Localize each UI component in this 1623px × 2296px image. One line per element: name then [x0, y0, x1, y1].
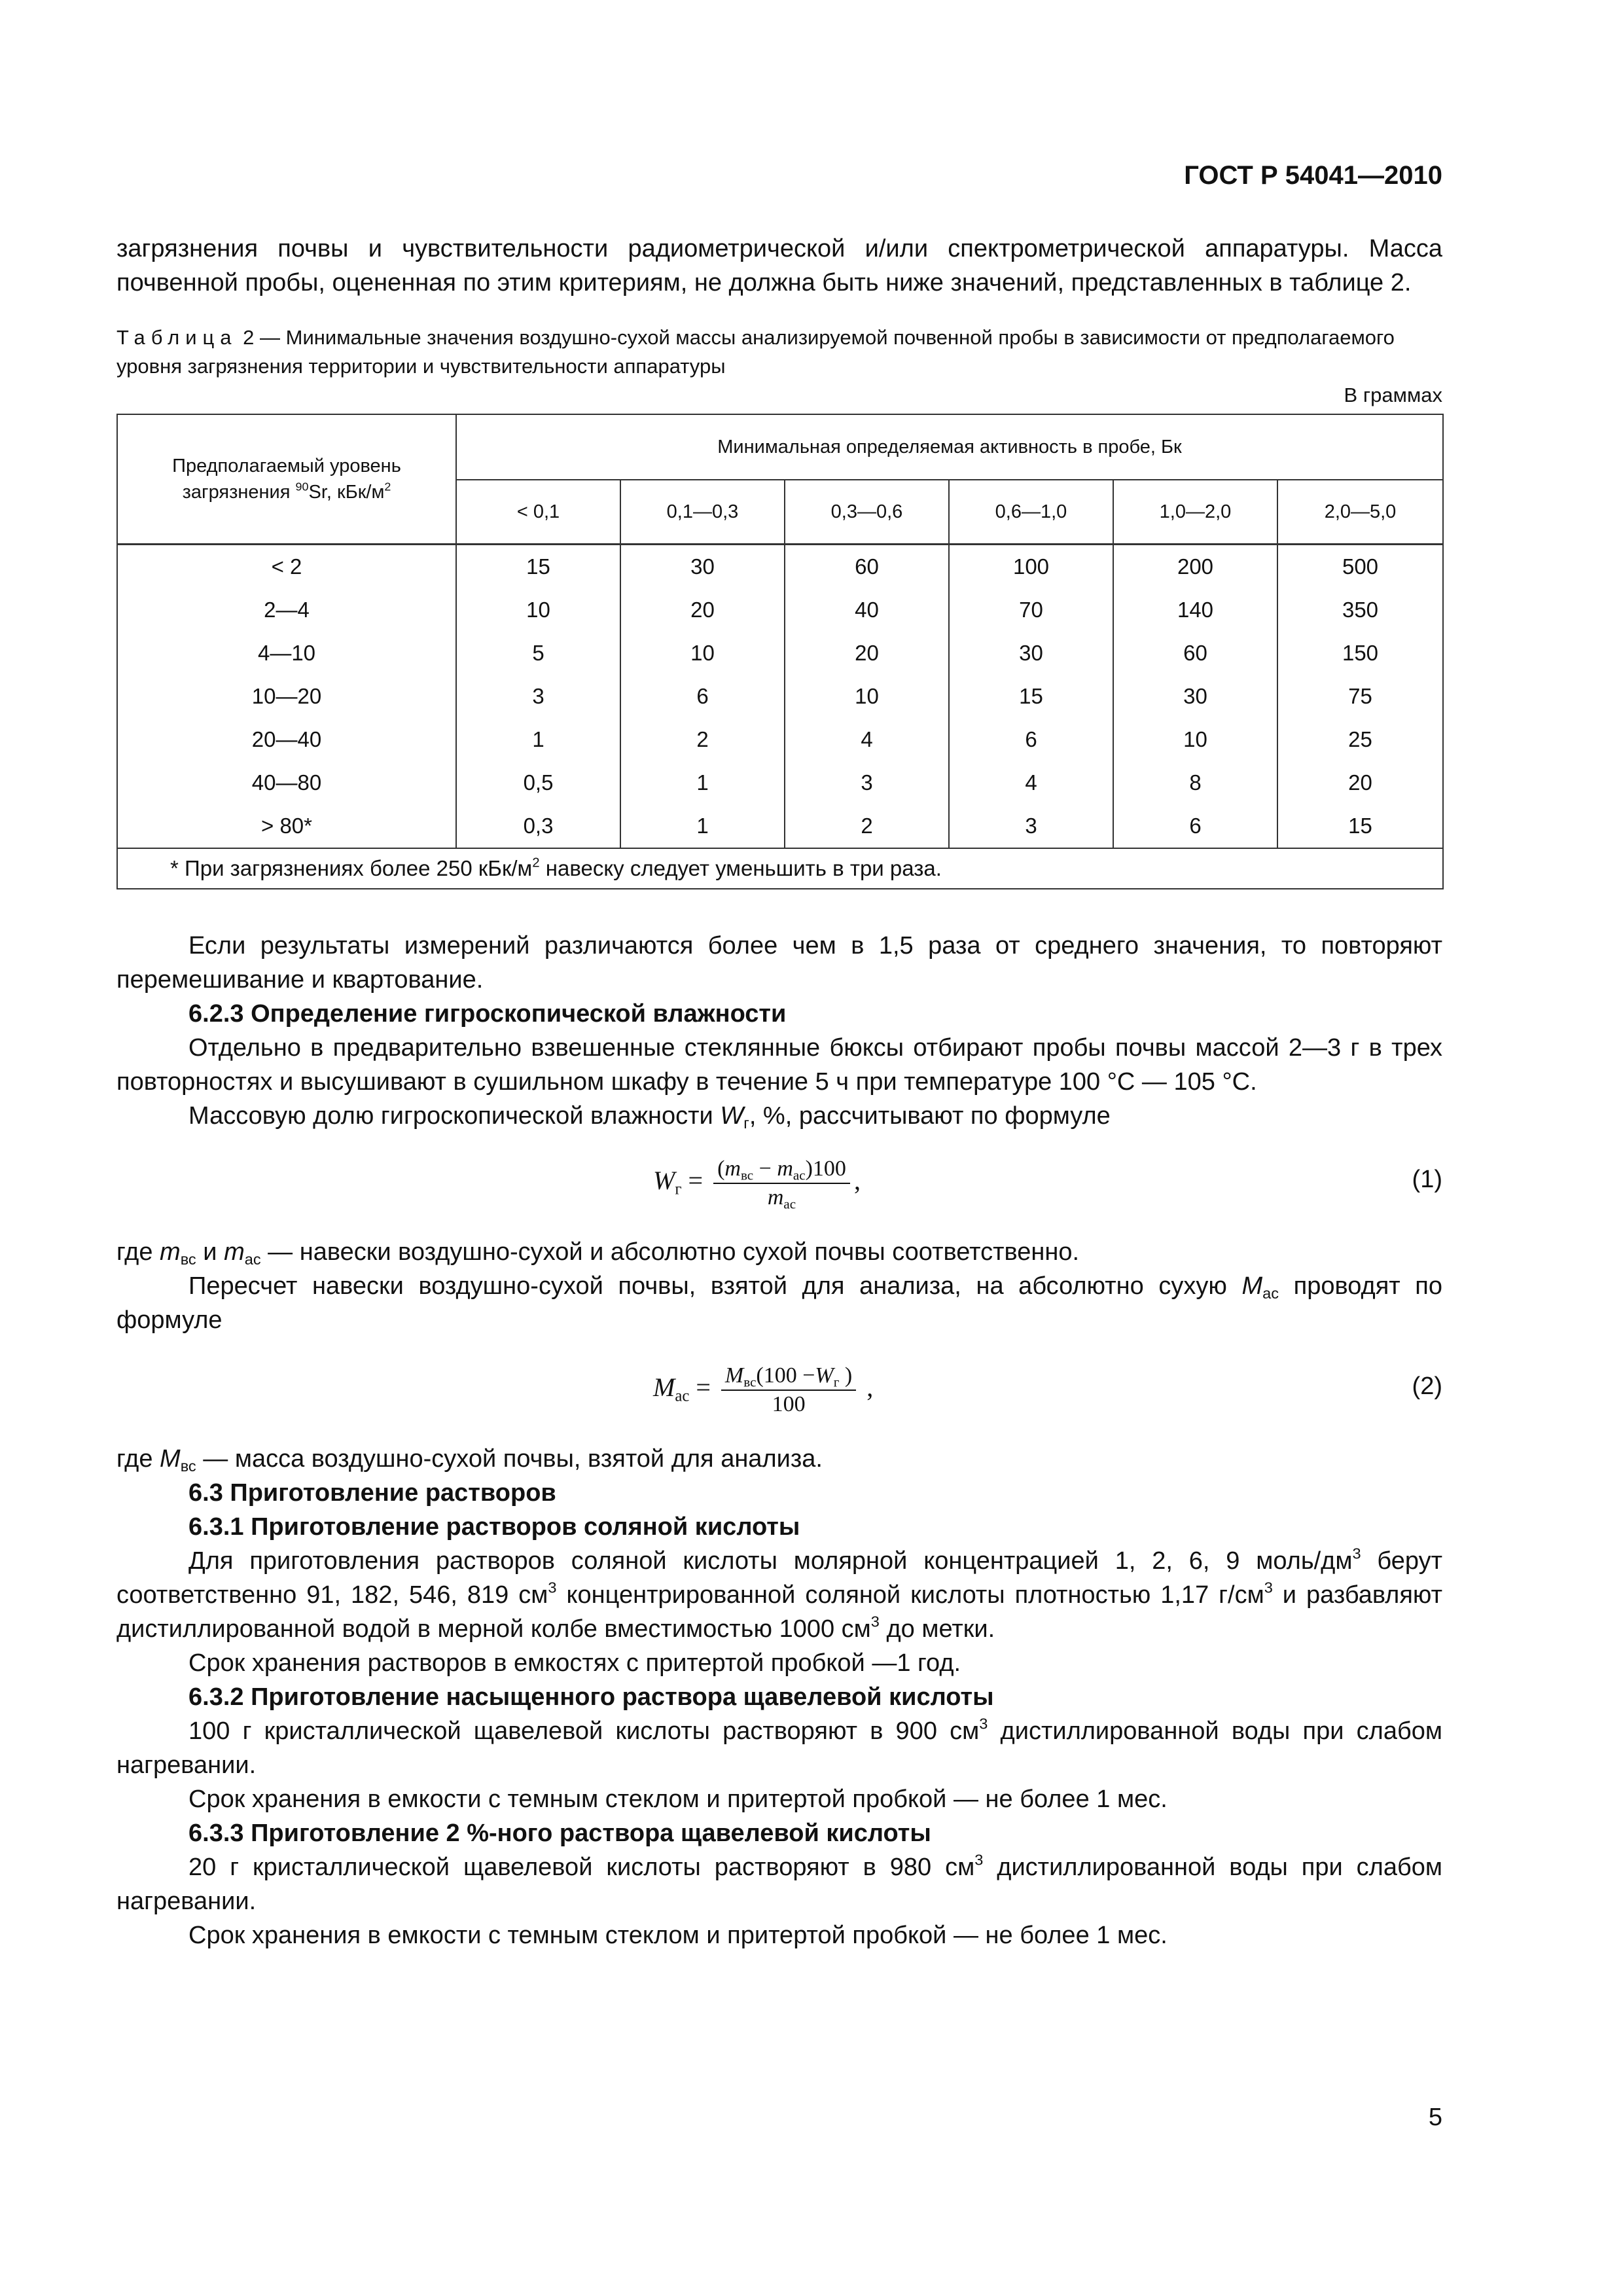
text-span: до метки. [879, 1615, 995, 1643]
table-cell: 60 [785, 544, 949, 588]
table-cell: 5 [456, 632, 620, 675]
text-span: дистиллированной воды при слабом нагревании. [116, 1853, 1442, 1915]
table-row [117, 761, 1443, 804]
table-cell: 1 [620, 761, 785, 804]
table-cell: 75 [1277, 675, 1443, 718]
table-cell: 15 [456, 544, 620, 588]
formula-2-eq: = [689, 1372, 717, 1402]
sub-vs: вс [180, 1457, 196, 1475]
sup-3: 3 [1352, 1545, 1361, 1562]
table-cell: 6 [1113, 804, 1277, 848]
formula-1-comma: , [853, 1165, 861, 1195]
var-w: W [720, 1102, 744, 1130]
formula-1-denominator [713, 1184, 850, 1210]
table-cell: 3 [949, 804, 1113, 848]
table-row [117, 632, 1443, 675]
formula-2-lhs-sub: ас [675, 1387, 690, 1405]
formula-2-denominator: 100 [772, 1391, 806, 1416]
var-m: m [767, 1185, 784, 1210]
column-header: 1,0—2,0 [1113, 480, 1277, 544]
row-header-line1: Предполагаемый уровень [172, 455, 401, 476]
formula-1-body [653, 1157, 861, 1210]
text-span: — масса воздушно-сухой почвы, взятой для анализа. [196, 1444, 823, 1473]
table-cell: 500 [1277, 544, 1443, 588]
formula-2-numerator [721, 1363, 856, 1391]
footnote-text: * При загрязнениях более 250 кБк/м [170, 855, 533, 880]
table-cell: 10 [456, 588, 620, 632]
table-cell: 30 [620, 544, 785, 588]
row-level: 4—10 [117, 632, 456, 675]
formula-2-body [653, 1363, 873, 1417]
row-header-cell [117, 414, 456, 544]
sup-3: 3 [548, 1579, 557, 1596]
oxalic-2pct-paragraph [116, 1850, 1442, 1918]
column-header: < 0,1 [456, 480, 620, 544]
text-span: , %, рассчитывают по формуле [749, 1102, 1111, 1130]
table-caption [116, 323, 1442, 381]
sub-as: ас [1262, 1284, 1279, 1302]
text-span: где [116, 1238, 160, 1266]
table-cell: 20 [785, 632, 949, 675]
table-cell: 1 [456, 718, 620, 761]
table-cell: 10 [620, 632, 785, 675]
row-header-unit: Sr, кБк/м [308, 481, 385, 503]
table-cell: 25 [1277, 718, 1443, 761]
formula-1-numerator [713, 1157, 850, 1184]
where-1-paragraph [116, 1235, 1442, 1269]
section-heading-6-2-3: 6.2.3 Определение гигроскопической влажности [188, 999, 787, 1028]
oxalic-2pct-storage: Срок хранения в емкости с темным стеклом и притертой пробкой — не более 1 мес. [188, 1921, 1168, 1949]
intro-paragraph: загрязнения почвы и чувствительности радиометрической и/или спектрометрической аппаратуры. Масса почвенной пробы, оцененная по этим критериям, не должна быть ниже значений, представленных в таблице 2. [116, 235, 1442, 296]
formula-2-comma: , [860, 1372, 874, 1402]
text-span: концентрированной соляной кислоты плотностью 1,17 г/см [556, 1581, 1264, 1609]
table-caption-text: 2 — Минимальные значения воздушно-сухой массы анализируемой почвенной пробы в зависимости от предполагаемого уровня загрязнения территории и чувствительности аппаратуры [116, 326, 1395, 378]
table-cell: 15 [949, 675, 1113, 718]
sub-vs: вс [743, 1373, 757, 1390]
var-m: m [724, 1156, 741, 1181]
group-header: Минимальная определяемая активность в пробе, Бк [456, 414, 1443, 480]
table-row [117, 588, 1443, 632]
column-header: 0,6—1,0 [949, 480, 1113, 544]
var-w: W [815, 1363, 834, 1388]
row-level: 2—4 [117, 588, 456, 632]
table-cell: 8 [1113, 761, 1277, 804]
sub-vs: вс [180, 1250, 196, 1268]
sub-g: г [743, 1114, 749, 1132]
section-heading-6-3-2: 6.3.2 Приготовление насыщенного раствора щавелевой кислоты [188, 1683, 994, 1711]
var-M: M [160, 1444, 181, 1473]
table-cell: 40 [785, 588, 949, 632]
row-header-isotope-mass: 90 [295, 480, 309, 493]
text-span: дистиллированной воды при слабом нагревании. [116, 1717, 1442, 1779]
table-cell: 10 [1113, 718, 1277, 761]
column-header: 0,1—0,3 [620, 480, 785, 544]
var-m: m [224, 1238, 245, 1266]
table-row [117, 718, 1443, 761]
table-cell: 4 [785, 718, 949, 761]
formula-2-lhs: M [653, 1372, 675, 1402]
sup-3: 3 [1264, 1579, 1273, 1596]
var-M: M [1241, 1272, 1263, 1300]
text-span: 100 г кристаллической щавелевой кислоты растворяют в 900 см [188, 1717, 980, 1745]
formula-1-fraction [713, 1157, 850, 1210]
text-span: где [116, 1444, 160, 1473]
formula-1-eq: = [681, 1165, 710, 1195]
sup-3: 3 [870, 1613, 880, 1630]
where-2-paragraph [116, 1442, 1442, 1476]
var-M: M [724, 1363, 744, 1388]
row-level: 40—80 [117, 761, 456, 804]
row-level: > 80* [117, 804, 456, 848]
formula-2-number: (2) [1412, 1372, 1442, 1400]
text-span: Пересчет навески воздушно-сухой почвы, взятой для анализа, на абсолютно сухую [188, 1272, 1242, 1300]
table-cell: 6 [949, 718, 1113, 761]
formula-1 [116, 1157, 1442, 1235]
sub-as: ас [783, 1195, 796, 1211]
table-row [117, 675, 1443, 718]
repeat-paragraph: Если результаты измерений различаются более чем в 1,5 раза от среднего значения, то повторяют перемешивание и квартование. [116, 931, 1442, 994]
table-cell: 70 [949, 588, 1113, 632]
table-cell: 150 [1277, 632, 1443, 675]
table-units: В граммах [1344, 384, 1442, 406]
standard-number: ГОСТ Р 54041—2010 [1184, 161, 1442, 190]
table-cell: 3 [456, 675, 620, 718]
page-number: 5 [1428, 2104, 1442, 2131]
page-content [116, 232, 1442, 1952]
section-heading-6-3-3: 6.3.3 Приготовление 2 %-ного раствора щавелевой кислоты [188, 1819, 931, 1847]
minus: − [753, 1156, 777, 1181]
table-cell: 200 [1113, 544, 1277, 588]
var-m: m [160, 1238, 181, 1266]
footnote-text-end: навеску следует уменьшить в три раза. [539, 855, 942, 880]
column-header: 2,0—5,0 [1277, 480, 1443, 544]
formula-2-fraction [721, 1363, 856, 1417]
table-cell: 350 [1277, 588, 1443, 632]
table-row [117, 544, 1443, 588]
hcl-storage-paragraph: Срок хранения растворов в емкостях с притертой пробкой —1 год. [188, 1649, 961, 1677]
footnote-unit-power: 2 [532, 855, 540, 870]
table-cell: 10 [785, 675, 949, 718]
table-cell: 2 [620, 718, 785, 761]
section-heading-6-3: 6.3 Приготовление растворов [188, 1479, 556, 1507]
table-cell: 0,5 [456, 761, 620, 804]
text-span: и [196, 1238, 224, 1266]
table-cell: 20 [620, 588, 785, 632]
text-span: и разбавляют дистиллированной водой в мерной колбе вместимостью 1000 см [116, 1581, 1442, 1643]
row-header-line2: загрязнения [182, 481, 296, 503]
formula-1-lhs: W [653, 1165, 675, 1195]
text-span: Массовую долю гигроскопической влажности [188, 1102, 721, 1130]
row-level: < 2 [117, 544, 456, 588]
text-span: берут соответственно 91, 182, 546, 819 см [116, 1547, 1443, 1609]
table-2 [116, 414, 1444, 889]
hygroscopic-paragraph: Отдельно в предварительно взвешенные стеклянные бюксы отбирают пробы почвы массой 2—3 г в трех повторностях и высушивают в сушильном шкафу в течение 5 ч при температуре 100 °С — 105 °С. [116, 1033, 1442, 1096]
table-cell: 30 [1113, 675, 1277, 718]
sub-g: г [833, 1373, 840, 1390]
table-cell: 100 [949, 544, 1113, 588]
paren: ( [717, 1156, 725, 1181]
sub-vs: вс [740, 1166, 754, 1183]
table-cell: 4 [949, 761, 1113, 804]
text-span: проводят по формуле [116, 1272, 1442, 1334]
table-cell: 0,3 [456, 804, 620, 848]
column-header: 0,3—0,6 [785, 480, 949, 544]
oxalic-saturated-paragraph [116, 1714, 1442, 1782]
text-span: (100 − [756, 1363, 815, 1388]
row-level: 20—40 [117, 718, 456, 761]
recalc-paragraph [116, 1269, 1442, 1337]
table-row [117, 804, 1443, 848]
var-m: m [777, 1156, 793, 1181]
table-footnote [117, 848, 1443, 889]
formula-1-lhs-sub: г [675, 1180, 682, 1198]
formula-1-number: (1) [1412, 1165, 1442, 1193]
sub-as: ас [244, 1250, 261, 1268]
section-heading-6-3-1: 6.3.1 Приготовление растворов соляной кислоты [188, 1513, 800, 1541]
text-span: — навески воздушно-сухой и абсолютно сухой почвы соответственно. [260, 1238, 1080, 1266]
paren-close: )100 [805, 1156, 846, 1181]
table-caption-label: Таблица [116, 326, 238, 349]
table-cell: 3 [785, 761, 949, 804]
row-header-unit-power: 2 [384, 480, 391, 493]
row-level: 10—20 [117, 675, 456, 718]
sup-3: 3 [979, 1715, 988, 1732]
text-span: Для приготовления растворов соляной кислоты молярной концентрацией 1, 2, 6, 9 моль/дм [188, 1547, 1353, 1575]
table-cell: 140 [1113, 588, 1277, 632]
hcl-paragraph [116, 1544, 1442, 1646]
paren-close: ) [839, 1363, 853, 1388]
sup-3: 3 [974, 1851, 984, 1869]
oxalic-saturated-storage: Срок хранения в емкости с темным стеклом и притертой пробкой — не более 1 мес. [188, 1785, 1168, 1813]
table-cell: 2 [785, 804, 949, 848]
text-span: 20 г кристаллической щавелевой кислоты растворяют в 980 см [188, 1853, 975, 1881]
table-cell: 1 [620, 804, 785, 848]
moisture-paragraph [116, 1099, 1442, 1133]
table-cell: 15 [1277, 804, 1443, 848]
table-cell: 20 [1277, 761, 1443, 804]
table-cell: 30 [949, 632, 1113, 675]
sub-as: ас [793, 1166, 806, 1183]
table-footnote-row [117, 848, 1443, 889]
table-cell: 6 [620, 675, 785, 718]
table-cell: 60 [1113, 632, 1277, 675]
formula-2 [116, 1363, 1442, 1442]
document-page [116, 0, 1442, 2296]
